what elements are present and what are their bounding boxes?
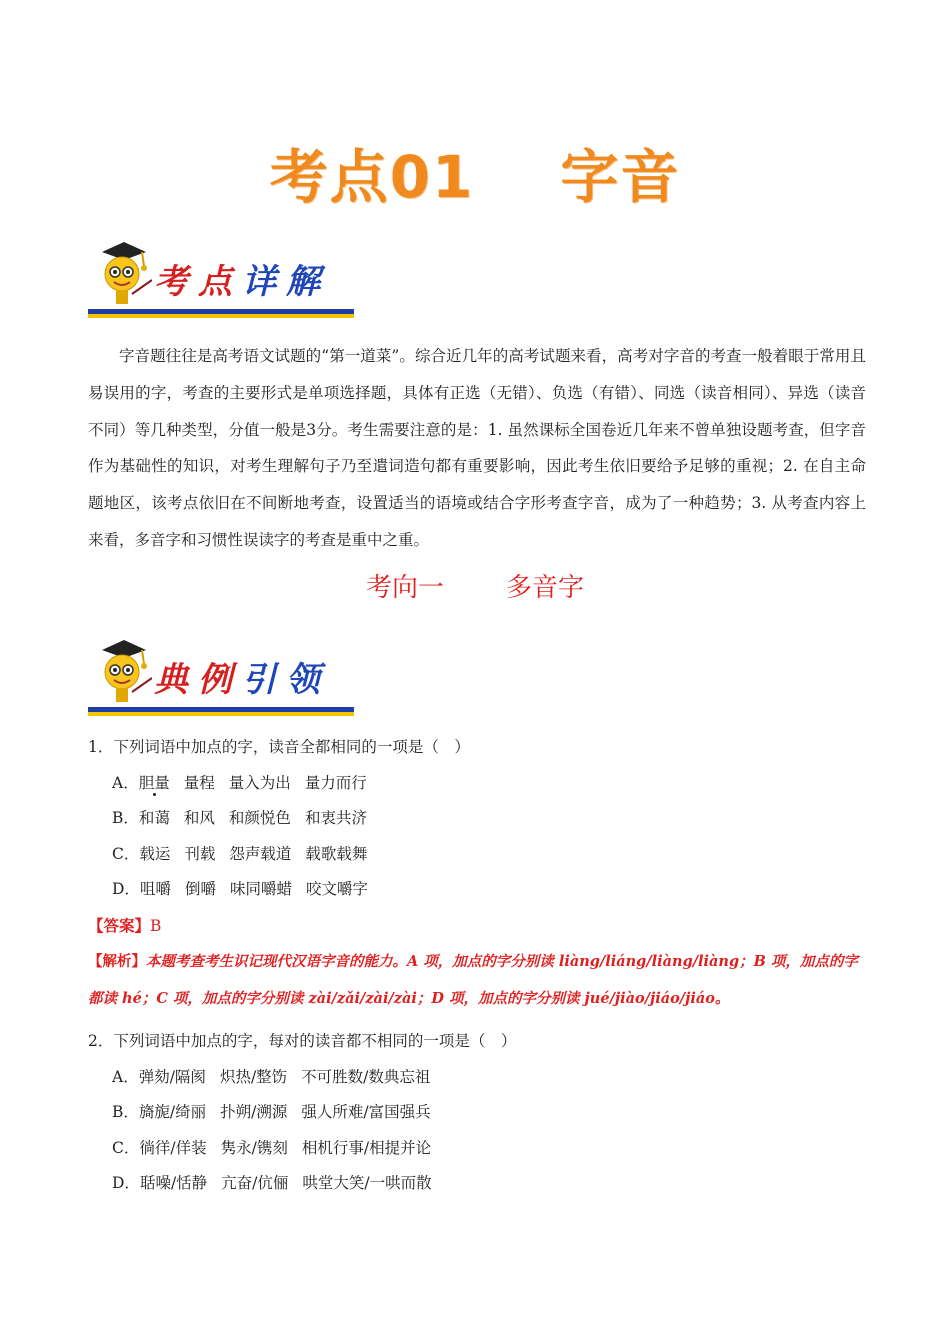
section-banner-kaodian: [88, 238, 356, 318]
banner-rule-accent: [88, 314, 354, 318]
intro-paragraph: 字音题往往是高考语文试题的“第一道菜”。综合近几年的高考试题来看，高考对字音的考查一般着眼于常用且易误用的字，考查的主要形式是单项选择题，具体有正选（无错）、负选（有错）、同选（读音相同）、异选（读音不同）等几种类型，分值一般是3分。考生需要注意的是：1. 虽然课标全国卷近几年来不曾单独设题考查，但字音作为基础性的知识，对考生理解句子乃至遣词造句都有重要影响，因此考生依旧要给予足够的重视；2. 在自主命题地区，该考点依旧在不间断地考查，设置适当的语境或结合字形考查字音，成为了一种趋势；3. 从考查内容上来看，多音字和习惯性误读字的考查是重中之重。: [88, 347, 866, 549]
page-title: 考点01 字音: [269, 143, 681, 211]
banner-rule-accent: [88, 712, 354, 716]
option-d: D．聒噪/恬静 亢奋/伉俪 哄堂大笑/一哄而散: [112, 1174, 432, 1192]
option-c: C．载运 刊载 怨声载道 载歌载舞: [112, 844, 368, 863]
option-b: B．旖旎/绮丽 扑朔/溯源 强人所难/富国强兵: [112, 1103, 431, 1121]
question-2: [88, 1024, 516, 1202]
option-a: A．弹劾/隔阂 炽热/整饬 不可胜数/数典忘祖: [112, 1067, 431, 1086]
question-stem: 1．下列词语中加点的字，读音全都相同的一项是（ ）: [88, 738, 470, 756]
mascot-icon: [92, 636, 152, 708]
option-b: B．和蔼 和风 和颜悦色 和衷共济: [112, 809, 367, 827]
option-c: C．徜徉/佯装 隽永/镌刻 相机行事/相提并论: [112, 1138, 432, 1157]
banner-label: 典例引领: [154, 660, 330, 700]
question-stem: 2．下列词语中加点的字，每对的读音都不相同的一项是（ ）: [88, 1032, 517, 1050]
section-banner-dianli: [88, 636, 356, 716]
option-d: D．咀嚼 倒嚼 味同嚼蜡 咬文嚼字: [112, 880, 368, 898]
option-a: A．胆量 量程 量入为出 量力而行: [112, 773, 367, 792]
question-1: [88, 730, 866, 1017]
subtitle: 考向一 多音字: [365, 573, 585, 603]
answer: 【答案】B: [88, 915, 162, 935]
analysis: 【解析】本题考查考生识记现代汉语字音的能力。A 项，加点的字分别读 liàng/liáng/liàng/liàng；B 项，加点的字都读 hé；C 项，加点的字分别读 zài/zǎi/zài/zài；D 项，加点的字分别读 jué/jiào/jiáo/jiáo。: [88, 953, 858, 1007]
banner-label: 考点详解: [154, 262, 330, 302]
mascot-icon: [92, 238, 152, 310]
